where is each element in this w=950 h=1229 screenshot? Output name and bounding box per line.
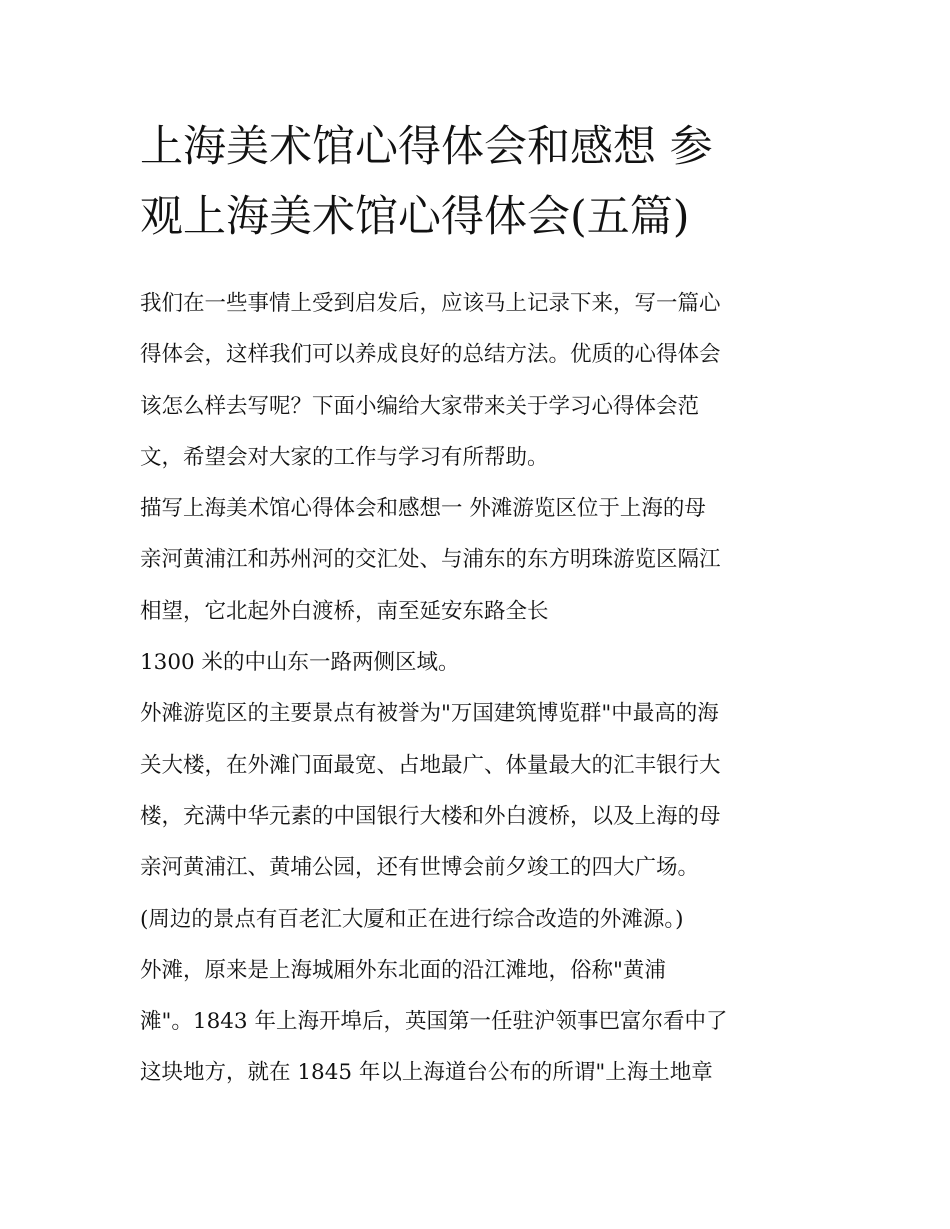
text-line: (周边的景点有百老汇大厦和正在进行综合改造的外滩源。) [140, 906, 684, 932]
title-line: 上海美术馆心得体会和感想 参 [140, 122, 713, 172]
document-title [140, 112, 830, 252]
text-line: 该怎么样去写呢？下面小编给大家带来关于学习心得体会范 [140, 393, 700, 419]
text-line: 滩"。1843 年上海开埠后，英国第一任驻沪领事巴富尔看中了 [140, 1009, 728, 1035]
text-line: 亲河黄浦江和苏州河的交汇处、与浦东的东方明珠游览区隔江 [140, 547, 721, 573]
text-line: 得体会，这样我们可以养成良好的总结方法。优质的心得体会 [140, 342, 721, 368]
title-line: 观上海美术馆心得体会(五篇) [140, 192, 690, 242]
text-line: 外滩游览区的主要景点有被誉为"万国建筑博览群"中最高的海 [140, 701, 719, 727]
text-line: 相望，它北起外白渡桥，南至延安东路全长 [140, 598, 549, 624]
text-line: 楼，充满中华元素的中国银行大楼和外白渡桥，以及上海的母 [140, 803, 721, 829]
text-line: 1300 米的中山东一路两侧区域。 [140, 650, 460, 676]
text-line: 我们在一些事情上受到启发后，应该马上记录下来，写一篇心 [140, 291, 721, 316]
text-line: 关大楼，在外滩门面最宽、占地最广、体量最大的汇丰银行大 [140, 752, 721, 778]
document-body [140, 278, 830, 1099]
text-line: 亲河黄浦江、黄埔公园，还有世博会前夕竣工的四大广场。 [140, 855, 700, 881]
text-line: 描写上海美术馆心得体会和感想一 外滩游览区位于上海的母 [140, 496, 706, 522]
text-line: 文，希望会对大家的工作与学习有所帮助。 [140, 444, 549, 470]
text-line: 外滩，原来是上海城厢外东北面的沿江滩地，俗称"黄浦 [140, 957, 666, 983]
text-line: 这块地方，就在 1845 年以上海道台公布的所谓"上海土地章 [140, 1060, 713, 1086]
